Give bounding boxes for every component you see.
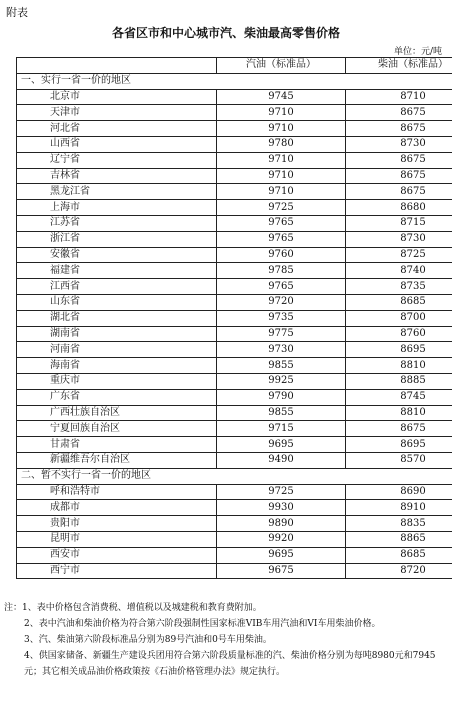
diesel-price-cell: 8910 xyxy=(346,500,452,516)
region-cell: 辽宁省 xyxy=(17,152,217,168)
diesel-price-cell: 8675 xyxy=(346,168,452,184)
diesel-price-cell: 8745 xyxy=(346,389,452,405)
note-4: 4、供国家储备、新疆生产建设兵团用符合第六阶段质量标准的汽、柴油价格分别为每吨8980元和7945元；其它相关成品油价格政策按《石油价格管理办法》规定执行。 xyxy=(24,651,436,677)
diesel-price-cell: 8700 xyxy=(346,310,452,326)
diesel-price-cell: 8835 xyxy=(346,516,452,532)
diesel-price-cell: 8675 xyxy=(346,184,452,200)
diesel-price-cell: 8675 xyxy=(346,152,452,168)
region-cell: 吉林省 xyxy=(17,168,217,184)
header-gasoline: 汽油（标准品） xyxy=(217,58,346,74)
table-row xyxy=(17,121,452,137)
region-cell: 湖北省 xyxy=(17,310,217,326)
region-cell: 昆明市 xyxy=(17,531,217,547)
region-cell: 呼和浩特市 xyxy=(17,484,217,500)
diesel-price-cell: 8730 xyxy=(346,231,452,247)
region-cell: 海南省 xyxy=(17,358,217,374)
table-row xyxy=(17,389,452,405)
table-row xyxy=(17,326,452,342)
region-cell: 河北省 xyxy=(17,121,217,137)
region-cell: 安徽省 xyxy=(17,247,217,263)
table-row xyxy=(17,200,452,216)
price-table xyxy=(16,57,452,579)
region-cell: 河南省 xyxy=(17,342,217,358)
region-cell: 上海市 xyxy=(17,200,217,216)
region-cell: 新疆维吾尔自治区 xyxy=(17,452,217,468)
table-row xyxy=(17,405,452,421)
region-cell: 天津市 xyxy=(17,105,217,121)
table-row xyxy=(17,215,452,231)
table-row xyxy=(17,531,452,547)
region-cell: 广西壮族自治区 xyxy=(17,405,217,421)
table-row xyxy=(17,231,452,247)
region-cell: 福建省 xyxy=(17,263,217,279)
diesel-price-cell: 8710 xyxy=(346,89,452,105)
table-row xyxy=(17,184,452,200)
gasoline-price-cell: 9710 xyxy=(217,168,346,184)
table-row xyxy=(17,342,452,358)
page-title: 各省区市和中心城市汽、柴油最高零售价格 xyxy=(111,26,340,40)
table-row xyxy=(17,136,452,152)
gasoline-price-cell: 9930 xyxy=(217,500,346,516)
diesel-price-cell: 8730 xyxy=(346,136,452,152)
gasoline-price-cell: 9785 xyxy=(217,263,346,279)
region-cell: 宁夏回族自治区 xyxy=(17,421,217,437)
table-row xyxy=(17,152,452,168)
gasoline-price-cell: 9710 xyxy=(217,152,346,168)
table-row xyxy=(17,294,452,310)
region-cell: 广东省 xyxy=(17,389,217,405)
gasoline-price-cell: 9765 xyxy=(217,231,346,247)
region-cell: 江西省 xyxy=(17,279,217,295)
diesel-price-cell: 8885 xyxy=(346,373,452,389)
gasoline-price-cell: 9710 xyxy=(217,121,346,137)
note-2: 2、表中汽油和柴油价格为符合第六阶段强制性国家标准VIB车用汽油和VI车用柴油价格。 xyxy=(24,619,381,629)
unit-label: 单位：元/吨 xyxy=(393,47,442,57)
region-cell: 湖南省 xyxy=(17,326,217,342)
diesel-price-cell: 8695 xyxy=(346,342,452,358)
diesel-price-cell: 8675 xyxy=(346,105,452,121)
diesel-price-cell: 8810 xyxy=(346,405,452,421)
gasoline-price-cell: 9675 xyxy=(217,563,346,579)
table-row xyxy=(17,547,452,563)
diesel-price-cell: 8740 xyxy=(346,263,452,279)
diesel-price-cell: 8735 xyxy=(346,279,452,295)
table-row xyxy=(17,373,452,389)
gasoline-price-cell: 9720 xyxy=(217,294,346,310)
gasoline-price-cell: 9890 xyxy=(217,516,346,532)
table-row xyxy=(17,452,452,468)
gasoline-price-cell: 9725 xyxy=(217,200,346,216)
region-cell: 北京市 xyxy=(17,89,217,105)
region-cell: 甘肃省 xyxy=(17,437,217,453)
header-region xyxy=(17,58,217,74)
gasoline-price-cell: 9925 xyxy=(217,373,346,389)
gasoline-price-cell: 9695 xyxy=(217,547,346,563)
diesel-price-cell: 8810 xyxy=(346,358,452,374)
section-label: 二、暂不实行一省一价的地区 xyxy=(17,468,452,484)
table-row xyxy=(17,279,452,295)
region-cell: 贵阳市 xyxy=(17,516,217,532)
table-row xyxy=(17,89,452,105)
section-row xyxy=(17,468,452,484)
diesel-price-cell: 8680 xyxy=(346,200,452,216)
region-cell: 黑龙江省 xyxy=(17,184,217,200)
table-row xyxy=(17,516,452,532)
gasoline-price-cell: 9745 xyxy=(217,89,346,105)
table-row xyxy=(17,310,452,326)
region-cell: 西宁市 xyxy=(17,563,217,579)
gasoline-price-cell: 9855 xyxy=(217,358,346,374)
region-cell: 山东省 xyxy=(17,294,217,310)
region-cell: 江苏省 xyxy=(17,215,217,231)
gasoline-price-cell: 9790 xyxy=(217,389,346,405)
diesel-price-cell: 8865 xyxy=(346,531,452,547)
table-row xyxy=(17,263,452,279)
gasoline-price-cell: 9715 xyxy=(217,421,346,437)
note-3: 3、汽、柴油第六阶段标准品分别为89号汽油和0号车用柴油。 xyxy=(24,635,272,645)
diesel-price-cell: 8685 xyxy=(346,294,452,310)
notes xyxy=(4,600,444,680)
diesel-price-cell: 8690 xyxy=(346,484,452,500)
table-row xyxy=(17,437,452,453)
diesel-price-cell: 8715 xyxy=(346,215,452,231)
section-row xyxy=(17,73,452,89)
diesel-price-cell: 8720 xyxy=(346,563,452,579)
gasoline-price-cell: 9710 xyxy=(217,184,346,200)
gasoline-price-cell: 9855 xyxy=(217,405,346,421)
diesel-price-cell: 8725 xyxy=(346,247,452,263)
note-1: 注：1、表中价格包含消费税、增值税以及城建税和教育费附加。 xyxy=(4,603,262,613)
table-row xyxy=(17,105,452,121)
header-diesel: 柴油（标准品） xyxy=(346,58,452,74)
diesel-price-cell: 8685 xyxy=(346,547,452,563)
table-header-row xyxy=(17,58,452,74)
gasoline-price-cell: 9765 xyxy=(217,279,346,295)
gasoline-price-cell: 9780 xyxy=(217,136,346,152)
gasoline-price-cell: 9775 xyxy=(217,326,346,342)
gasoline-price-cell: 9760 xyxy=(217,247,346,263)
diesel-price-cell: 8695 xyxy=(346,437,452,453)
diesel-price-cell: 8675 xyxy=(346,421,452,437)
gasoline-price-cell: 9735 xyxy=(217,310,346,326)
gasoline-price-cell: 9695 xyxy=(217,437,346,453)
table-row xyxy=(17,421,452,437)
appendix-label: 附表 xyxy=(6,6,28,19)
table-row xyxy=(17,168,452,184)
diesel-price-cell: 8570 xyxy=(346,452,452,468)
section-label: 一、实行一省一价的地区 xyxy=(17,73,452,89)
region-cell: 成都市 xyxy=(17,500,217,516)
diesel-price-cell: 8675 xyxy=(346,121,452,137)
gasoline-price-cell: 9490 xyxy=(217,452,346,468)
gasoline-price-cell: 9765 xyxy=(217,215,346,231)
table-row xyxy=(17,500,452,516)
table-row xyxy=(17,247,452,263)
region-cell: 浙江省 xyxy=(17,231,217,247)
region-cell: 重庆市 xyxy=(17,373,217,389)
table-row xyxy=(17,563,452,579)
table-row xyxy=(17,484,452,500)
gasoline-price-cell: 9920 xyxy=(217,531,346,547)
gasoline-price-cell: 9730 xyxy=(217,342,346,358)
gasoline-price-cell: 9710 xyxy=(217,105,346,121)
table-row xyxy=(17,358,452,374)
region-cell: 西安市 xyxy=(17,547,217,563)
diesel-price-cell: 8760 xyxy=(346,326,452,342)
gasoline-price-cell: 9725 xyxy=(217,484,346,500)
region-cell: 山西省 xyxy=(17,136,217,152)
